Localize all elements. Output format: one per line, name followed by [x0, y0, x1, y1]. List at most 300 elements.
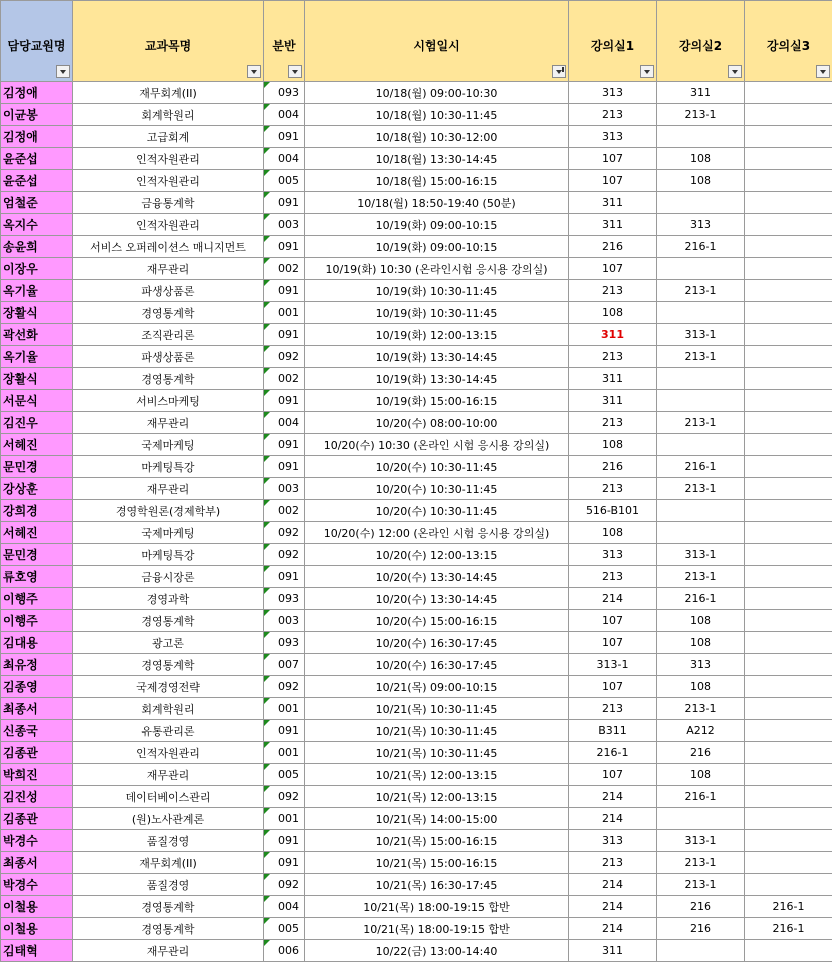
room3-cell[interactable]: [745, 522, 832, 544]
instructor-cell[interactable]: 최유정: [1, 654, 73, 676]
room3-cell[interactable]: [745, 280, 832, 302]
room1-cell[interactable]: 313: [569, 830, 657, 852]
course-cell[interactable]: (원)노사관계론: [73, 808, 264, 830]
instructor-cell[interactable]: 서문식: [1, 390, 73, 412]
room1-header[interactable]: [569, 1, 657, 82]
course-cell[interactable]: 경영통계학: [73, 918, 264, 940]
instructor-cell[interactable]: 이철용: [1, 918, 73, 940]
course-cell[interactable]: 마케팅특강: [73, 456, 264, 478]
instructor-cell[interactable]: 박경수: [1, 830, 73, 852]
section-cell[interactable]: 001: [264, 698, 305, 720]
exam-time-header[interactable]: [305, 1, 569, 82]
instructor-cell[interactable]: 옥기율: [1, 280, 73, 302]
course-cell[interactable]: 국제마케팅: [73, 434, 264, 456]
exam-time-cell[interactable]: 10/20(수) 13:30-14:45: [305, 588, 569, 610]
room3-cell[interactable]: [745, 148, 832, 170]
room1-cell[interactable]: 107: [569, 764, 657, 786]
room3-cell[interactable]: 216-1: [745, 918, 832, 940]
instructor-cell[interactable]: 윤준섭: [1, 148, 73, 170]
instructor-cell[interactable]: 김정애: [1, 126, 73, 148]
table-row: [1, 610, 832, 632]
section-cell[interactable]: 092: [264, 786, 305, 808]
instructor-cell[interactable]: 윤준섭: [1, 170, 73, 192]
room1-cell[interactable]: 313: [569, 544, 657, 566]
exam-time-cell[interactable]: 10/19(화) 10:30-11:45: [305, 302, 569, 324]
room2-cell[interactable]: 108: [657, 148, 745, 170]
room1-cell[interactable]: 214: [569, 786, 657, 808]
course-cell[interactable]: 회계학원리: [73, 698, 264, 720]
instructor-cell[interactable]: 장활식: [1, 368, 73, 390]
room1-cell[interactable]: 516-B101: [569, 500, 657, 522]
instructor-cell[interactable]: 문민경: [1, 544, 73, 566]
room1-cell[interactable]: 216: [569, 456, 657, 478]
room1-cell[interactable]: 214: [569, 588, 657, 610]
course-cell[interactable]: 조직관리론: [73, 324, 264, 346]
course-cell[interactable]: 유통관리론: [73, 720, 264, 742]
exam-time-cell[interactable]: 10/18(월) 18:50-19:40 (50분): [305, 192, 569, 214]
section-cell[interactable]: 002: [264, 368, 305, 390]
course-cell[interactable]: 경영통계학: [73, 302, 264, 324]
table-row: [1, 478, 832, 500]
course-cell[interactable]: 경영통계학: [73, 654, 264, 676]
course-cell[interactable]: 재무회계(II): [73, 82, 264, 104]
exam-time-cell[interactable]: 10/22(금) 13:00-14:40: [305, 940, 569, 962]
instructor-cell[interactable]: 박경수: [1, 874, 73, 896]
room1-cell[interactable]: 311: [569, 324, 657, 346]
exam-time-cell[interactable]: 10/21(목) 09:00-10:15: [305, 676, 569, 698]
course-cell[interactable]: 재무관리: [73, 940, 264, 962]
room3-cell[interactable]: [745, 390, 832, 412]
exam-time-cell[interactable]: 10/20(수) 16:30-17:45: [305, 654, 569, 676]
course-cell[interactable]: 경영통계학: [73, 896, 264, 918]
instructor-cell[interactable]: 이균봉: [1, 104, 73, 126]
room1-cell[interactable]: 213: [569, 412, 657, 434]
filter-sort-dropdown-icon[interactable]: [552, 65, 566, 78]
instructor-cell[interactable]: 김진우: [1, 412, 73, 434]
section-cell[interactable]: 001: [264, 742, 305, 764]
room2-cell[interactable]: 213-1: [657, 412, 745, 434]
room3-cell[interactable]: [745, 742, 832, 764]
room3-cell[interactable]: [745, 82, 832, 104]
room3-cell[interactable]: [745, 852, 832, 874]
room1-cell[interactable]: 214: [569, 874, 657, 896]
exam-time-cell[interactable]: 10/20(수) 13:30-14:45: [305, 566, 569, 588]
exam-time-cell[interactable]: 10/20(수) 10:30-11:45: [305, 478, 569, 500]
course-cell[interactable]: 금융통계학: [73, 192, 264, 214]
room2-cell[interactable]: 313: [657, 214, 745, 236]
instructor-cell[interactable]: 이행주: [1, 610, 73, 632]
course-cell[interactable]: 인적자원관리: [73, 742, 264, 764]
section-cell[interactable]: 006: [264, 940, 305, 962]
room1-cell[interactable]: 107: [569, 258, 657, 280]
room2-cell[interactable]: [657, 368, 745, 390]
room1-cell[interactable]: B311: [569, 720, 657, 742]
instructor-cell[interactable]: 옥기율: [1, 346, 73, 368]
section-header[interactable]: [264, 1, 305, 82]
room1-cell[interactable]: 108: [569, 302, 657, 324]
room3-header[interactable]: [745, 1, 832, 82]
room3-cell[interactable]: [745, 588, 832, 610]
instructor-cell[interactable]: 김진성: [1, 786, 73, 808]
room1-cell[interactable]: 213: [569, 280, 657, 302]
room2-cell[interactable]: 311: [657, 82, 745, 104]
course-cell[interactable]: 서비스 오퍼레이션스 매니지먼트: [73, 236, 264, 258]
exam-time-cell[interactable]: 10/19(화) 10:30-11:45: [305, 280, 569, 302]
room3-cell[interactable]: [745, 698, 832, 720]
room2-cell[interactable]: [657, 302, 745, 324]
room2-cell[interactable]: 213-1: [657, 346, 745, 368]
course-cell[interactable]: 재무관리: [73, 412, 264, 434]
course-cell[interactable]: 품질경영: [73, 874, 264, 896]
instructor-cell[interactable]: 최종서: [1, 852, 73, 874]
section-cell[interactable]: 005: [264, 918, 305, 940]
room2-cell[interactable]: 313-1: [657, 324, 745, 346]
room3-cell[interactable]: [745, 412, 832, 434]
room2-cell[interactable]: 216-1: [657, 236, 745, 258]
exam-time-cell[interactable]: 10/21(목) 18:00-19:15 합반: [305, 896, 569, 918]
room2-cell[interactable]: 213-1: [657, 852, 745, 874]
section-cell[interactable]: 091: [264, 434, 305, 456]
course-cell[interactable]: 회계학원리: [73, 104, 264, 126]
exam-time-cell[interactable]: 10/21(목) 14:00-15:00: [305, 808, 569, 830]
exam-time-cell[interactable]: 10/21(목) 15:00-16:15: [305, 830, 569, 852]
instructor-cell[interactable]: 옥지수: [1, 214, 73, 236]
room3-cell[interactable]: [745, 236, 832, 258]
exam-time-cell[interactable]: 10/20(수) 10:30-11:45: [305, 456, 569, 478]
course-cell[interactable]: 광고론: [73, 632, 264, 654]
room2-cell[interactable]: 216: [657, 742, 745, 764]
room3-cell[interactable]: [745, 940, 832, 962]
exam-time-cell[interactable]: 10/19(화) 13:30-14:45: [305, 368, 569, 390]
instructor-cell[interactable]: 곽선화: [1, 324, 73, 346]
section-cell[interactable]: 091: [264, 852, 305, 874]
section-cell[interactable]: 093: [264, 82, 305, 104]
exam-time-cell[interactable]: 10/18(월) 13:30-14:45: [305, 148, 569, 170]
room3-cell[interactable]: [745, 104, 832, 126]
instructor-cell[interactable]: 김종관: [1, 808, 73, 830]
exam-time-cell[interactable]: 10/21(목) 10:30-11:45: [305, 720, 569, 742]
room3-cell[interactable]: [745, 478, 832, 500]
room3-cell[interactable]: [745, 786, 832, 808]
room1-cell[interactable]: 213: [569, 346, 657, 368]
room1-cell[interactable]: 107: [569, 148, 657, 170]
section-cell[interactable]: 002: [264, 258, 305, 280]
room3-cell[interactable]: 216-1: [745, 896, 832, 918]
room2-cell[interactable]: 213-1: [657, 874, 745, 896]
section-cell[interactable]: 092: [264, 676, 305, 698]
room1-cell[interactable]: 216-1: [569, 742, 657, 764]
instructor-cell[interactable]: 장활식: [1, 302, 73, 324]
course-cell[interactable]: 재무관리: [73, 764, 264, 786]
room2-cell[interactable]: A212: [657, 720, 745, 742]
room1-cell[interactable]: 108: [569, 434, 657, 456]
room1-cell[interactable]: 311: [569, 214, 657, 236]
section-cell[interactable]: 004: [264, 148, 305, 170]
course-cell[interactable]: 인적자원관리: [73, 214, 264, 236]
course-cell[interactable]: 경영통계학: [73, 610, 264, 632]
room1-cell[interactable]: 213: [569, 478, 657, 500]
room3-cell[interactable]: [745, 302, 832, 324]
room1-cell[interactable]: 214: [569, 808, 657, 830]
course-cell[interactable]: 금융시장론: [73, 566, 264, 588]
room3-cell[interactable]: [745, 808, 832, 830]
instructor-cell[interactable]: 김대용: [1, 632, 73, 654]
room2-cell[interactable]: [657, 258, 745, 280]
course-cell[interactable]: 품질경영: [73, 830, 264, 852]
instructor-cell[interactable]: 강상훈: [1, 478, 73, 500]
exam-time-cell[interactable]: 10/21(목) 15:00-16:15: [305, 852, 569, 874]
exam-time-cell[interactable]: 10/20(수) 12:00-13:15: [305, 544, 569, 566]
instructor-cell[interactable]: 박희진: [1, 764, 73, 786]
room3-cell[interactable]: [745, 500, 832, 522]
exam-time-cell[interactable]: 10/19(화) 15:00-16:15: [305, 390, 569, 412]
room2-cell[interactable]: [657, 192, 745, 214]
section-cell[interactable]: 005: [264, 170, 305, 192]
course-cell[interactable]: 파생상품론: [73, 346, 264, 368]
section-cell[interactable]: 091: [264, 390, 305, 412]
room3-cell[interactable]: [745, 434, 832, 456]
room1-cell[interactable]: 214: [569, 896, 657, 918]
room2-cell[interactable]: 108: [657, 170, 745, 192]
room1-cell[interactable]: 107: [569, 170, 657, 192]
exam-time-cell[interactable]: 10/20(수) 10:30-11:45: [305, 500, 569, 522]
room3-cell[interactable]: [745, 830, 832, 852]
room2-cell[interactable]: [657, 808, 745, 830]
section-cell[interactable]: 003: [264, 610, 305, 632]
room1-cell[interactable]: 311: [569, 940, 657, 962]
instructor-header[interactable]: [1, 1, 73, 82]
room1-cell[interactable]: 213: [569, 566, 657, 588]
exam-time-cell[interactable]: 10/21(목) 10:30-11:45: [305, 742, 569, 764]
instructor-cell[interactable]: 문민경: [1, 456, 73, 478]
section-cell[interactable]: 001: [264, 808, 305, 830]
room2-cell[interactable]: [657, 390, 745, 412]
filter-dropdown-icon[interactable]: [288, 65, 302, 78]
room2-cell[interactable]: 213-1: [657, 698, 745, 720]
section-cell[interactable]: 092: [264, 522, 305, 544]
exam-time-cell[interactable]: 10/21(목) 12:00-13:15: [305, 786, 569, 808]
room2-cell[interactable]: [657, 126, 745, 148]
exam-time-cell[interactable]: 10/18(월) 10:30-11:45: [305, 104, 569, 126]
exam-time-cell[interactable]: 10/18(월) 10:30-12:00: [305, 126, 569, 148]
course-cell[interactable]: 재무회계(II): [73, 852, 264, 874]
instructor-cell[interactable]: 서헤진: [1, 522, 73, 544]
room3-cell[interactable]: [745, 566, 832, 588]
exam-time-cell[interactable]: 10/20(수) 10:30 (온라인 시험 응시용 강의실): [305, 434, 569, 456]
table-row: [1, 412, 832, 434]
exam-time-cell[interactable]: 10/20(수) 15:00-16:15: [305, 610, 569, 632]
section-cell[interactable]: 093: [264, 588, 305, 610]
section-cell[interactable]: 092: [264, 346, 305, 368]
exam-time-cell[interactable]: 10/19(화) 12:00-13:15: [305, 324, 569, 346]
instructor-cell[interactable]: 강희경: [1, 500, 73, 522]
section-cell[interactable]: 091: [264, 720, 305, 742]
room2-cell[interactable]: 216: [657, 918, 745, 940]
section-cell[interactable]: 002: [264, 500, 305, 522]
exam-time-cell[interactable]: 10/18(월) 15:00-16:15: [305, 170, 569, 192]
section-cell[interactable]: 093: [264, 632, 305, 654]
filter-dropdown-icon[interactable]: [640, 65, 654, 78]
exam-time-cell[interactable]: 10/21(목) 12:00-13:15: [305, 764, 569, 786]
instructor-cell[interactable]: 최종서: [1, 698, 73, 720]
room1-cell[interactable]: 213: [569, 852, 657, 874]
room1-cell[interactable]: 107: [569, 610, 657, 632]
room1-cell[interactable]: 311: [569, 390, 657, 412]
room3-cell[interactable]: [745, 874, 832, 896]
instructor-cell[interactable]: 류호영: [1, 566, 73, 588]
section-cell[interactable]: 005: [264, 764, 305, 786]
section-cell[interactable]: 003: [264, 478, 305, 500]
room2-cell[interactable]: 216: [657, 896, 745, 918]
room1-cell[interactable]: 311: [569, 368, 657, 390]
section-cell[interactable]: 091: [264, 566, 305, 588]
room3-cell[interactable]: [745, 676, 832, 698]
room2-cell[interactable]: [657, 940, 745, 962]
instructor-cell[interactable]: 김종영: [1, 676, 73, 698]
room2-cell[interactable]: 213-1: [657, 566, 745, 588]
room2-cell[interactable]: 313-1: [657, 544, 745, 566]
filter-dropdown-icon[interactable]: [816, 65, 830, 78]
course-cell[interactable]: 경영과학: [73, 588, 264, 610]
instructor-cell[interactable]: 김정애: [1, 82, 73, 104]
room1-cell[interactable]: 108: [569, 522, 657, 544]
instructor-cell[interactable]: 이장우: [1, 258, 73, 280]
course-header[interactable]: [73, 1, 264, 82]
room3-cell[interactable]: [745, 170, 832, 192]
section-cell[interactable]: 004: [264, 412, 305, 434]
instructor-cell[interactable]: 신종국: [1, 720, 73, 742]
room2-cell[interactable]: 216-1: [657, 786, 745, 808]
instructor-cell[interactable]: 송윤희: [1, 236, 73, 258]
course-cell[interactable]: 마케팅특강: [73, 544, 264, 566]
room2-cell[interactable]: 108: [657, 610, 745, 632]
exam-time-cell[interactable]: 10/19(화) 10:30 (온라인시험 응시용 강의실): [305, 258, 569, 280]
room3-cell[interactable]: [745, 654, 832, 676]
exam-time-cell[interactable]: 10/19(화) 09:00-10:15: [305, 214, 569, 236]
room3-cell[interactable]: [745, 258, 832, 280]
instructor-cell[interactable]: 이행주: [1, 588, 73, 610]
course-cell[interactable]: 인적자원관리: [73, 170, 264, 192]
room1-cell[interactable]: 216: [569, 236, 657, 258]
table-row: [1, 258, 832, 280]
header-label: 교과목명: [144, 39, 192, 53]
exam-time-cell[interactable]: 10/20(수) 08:00-10:00: [305, 412, 569, 434]
room2-cell[interactable]: 216-1: [657, 588, 745, 610]
exam-time-cell[interactable]: 10/18(월) 09:00-10:30: [305, 82, 569, 104]
exam-time-cell[interactable]: 10/21(목) 10:30-11:45: [305, 698, 569, 720]
room1-cell[interactable]: 214: [569, 918, 657, 940]
course-cell[interactable]: 서비스마케팅: [73, 390, 264, 412]
room2-cell[interactable]: 213-1: [657, 104, 745, 126]
room2-cell[interactable]: [657, 500, 745, 522]
filter-dropdown-icon[interactable]: [247, 65, 261, 78]
room2-cell[interactable]: 216-1: [657, 456, 745, 478]
room2-cell[interactable]: [657, 434, 745, 456]
section-cell[interactable]: 091: [264, 126, 305, 148]
course-cell[interactable]: 국제마케팅: [73, 522, 264, 544]
exam-time-cell[interactable]: 10/21(목) 18:00-19:15 합반: [305, 918, 569, 940]
section-cell[interactable]: 004: [264, 104, 305, 126]
room1-cell[interactable]: 313: [569, 126, 657, 148]
exam-time-cell[interactable]: 10/19(화) 09:00-10:15: [305, 236, 569, 258]
course-cell[interactable]: 파생상품론: [73, 280, 264, 302]
room3-cell[interactable]: [745, 456, 832, 478]
table-row: [1, 830, 832, 852]
instructor-cell[interactable]: 김태혁: [1, 940, 73, 962]
course-cell[interactable]: 국제경영전략: [73, 676, 264, 698]
room3-cell[interactable]: [745, 720, 832, 742]
course-cell[interactable]: 재무관리: [73, 258, 264, 280]
room1-cell[interactable]: 313-1: [569, 654, 657, 676]
room1-cell[interactable]: 311: [569, 192, 657, 214]
section-cell[interactable]: 091: [264, 236, 305, 258]
exam-time-cell[interactable]: 10/20(수) 12:00 (온라인 시험 응시용 강의실): [305, 522, 569, 544]
instructor-cell[interactable]: 서헤진: [1, 434, 73, 456]
course-cell[interactable]: 경영통계학: [73, 368, 264, 390]
room2-cell[interactable]: 313: [657, 654, 745, 676]
room2-cell[interactable]: 108: [657, 764, 745, 786]
section-cell[interactable]: 091: [264, 324, 305, 346]
course-cell[interactable]: 고급회계: [73, 126, 264, 148]
instructor-cell[interactable]: 김종관: [1, 742, 73, 764]
room3-cell[interactable]: [745, 610, 832, 632]
room1-cell[interactable]: 213: [569, 104, 657, 126]
exam-time-cell[interactable]: 10/21(목) 16:30-17:45: [305, 874, 569, 896]
section-cell[interactable]: 091: [264, 280, 305, 302]
room2-cell[interactable]: 108: [657, 632, 745, 654]
room3-cell[interactable]: [745, 324, 832, 346]
course-cell[interactable]: 인적자원관리: [73, 148, 264, 170]
room3-cell[interactable]: [745, 544, 832, 566]
course-cell[interactable]: 재무관리: [73, 478, 264, 500]
section-cell[interactable]: 091: [264, 192, 305, 214]
room2-header[interactable]: [657, 1, 745, 82]
room2-cell[interactable]: 108: [657, 676, 745, 698]
room3-cell[interactable]: [745, 214, 832, 236]
section-cell[interactable]: 091: [264, 830, 305, 852]
section-cell[interactable]: 003: [264, 214, 305, 236]
section-cell[interactable]: 092: [264, 544, 305, 566]
room2-cell[interactable]: [657, 522, 745, 544]
room1-cell[interactable]: 107: [569, 632, 657, 654]
room2-cell[interactable]: 213-1: [657, 280, 745, 302]
exam-time-cell[interactable]: 10/20(수) 16:30-17:45: [305, 632, 569, 654]
section-cell[interactable]: 091: [264, 456, 305, 478]
exam-time-cell[interactable]: 10/19(화) 13:30-14:45: [305, 346, 569, 368]
room3-cell[interactable]: [745, 632, 832, 654]
room2-cell[interactable]: 213-1: [657, 478, 745, 500]
section-cell[interactable]: 007: [264, 654, 305, 676]
room3-cell[interactable]: [745, 126, 832, 148]
room3-cell[interactable]: [745, 368, 832, 390]
instructor-cell[interactable]: 이철용: [1, 896, 73, 918]
room3-cell[interactable]: [745, 346, 832, 368]
instructor-cell[interactable]: 엄철준: [1, 192, 73, 214]
filter-dropdown-icon[interactable]: [728, 65, 742, 78]
room2-cell[interactable]: 313-1: [657, 830, 745, 852]
course-cell[interactable]: 경영학원론(경제학부): [73, 500, 264, 522]
room1-cell[interactable]: 313: [569, 82, 657, 104]
course-cell[interactable]: 데이터베이스관리: [73, 786, 264, 808]
room1-cell[interactable]: 107: [569, 676, 657, 698]
section-cell[interactable]: 004: [264, 896, 305, 918]
room1-cell[interactable]: 213: [569, 698, 657, 720]
section-cell[interactable]: 092: [264, 874, 305, 896]
room3-cell[interactable]: [745, 764, 832, 786]
section-cell[interactable]: 001: [264, 302, 305, 324]
room3-cell[interactable]: [745, 192, 832, 214]
filter-dropdown-icon[interactable]: [56, 65, 70, 78]
